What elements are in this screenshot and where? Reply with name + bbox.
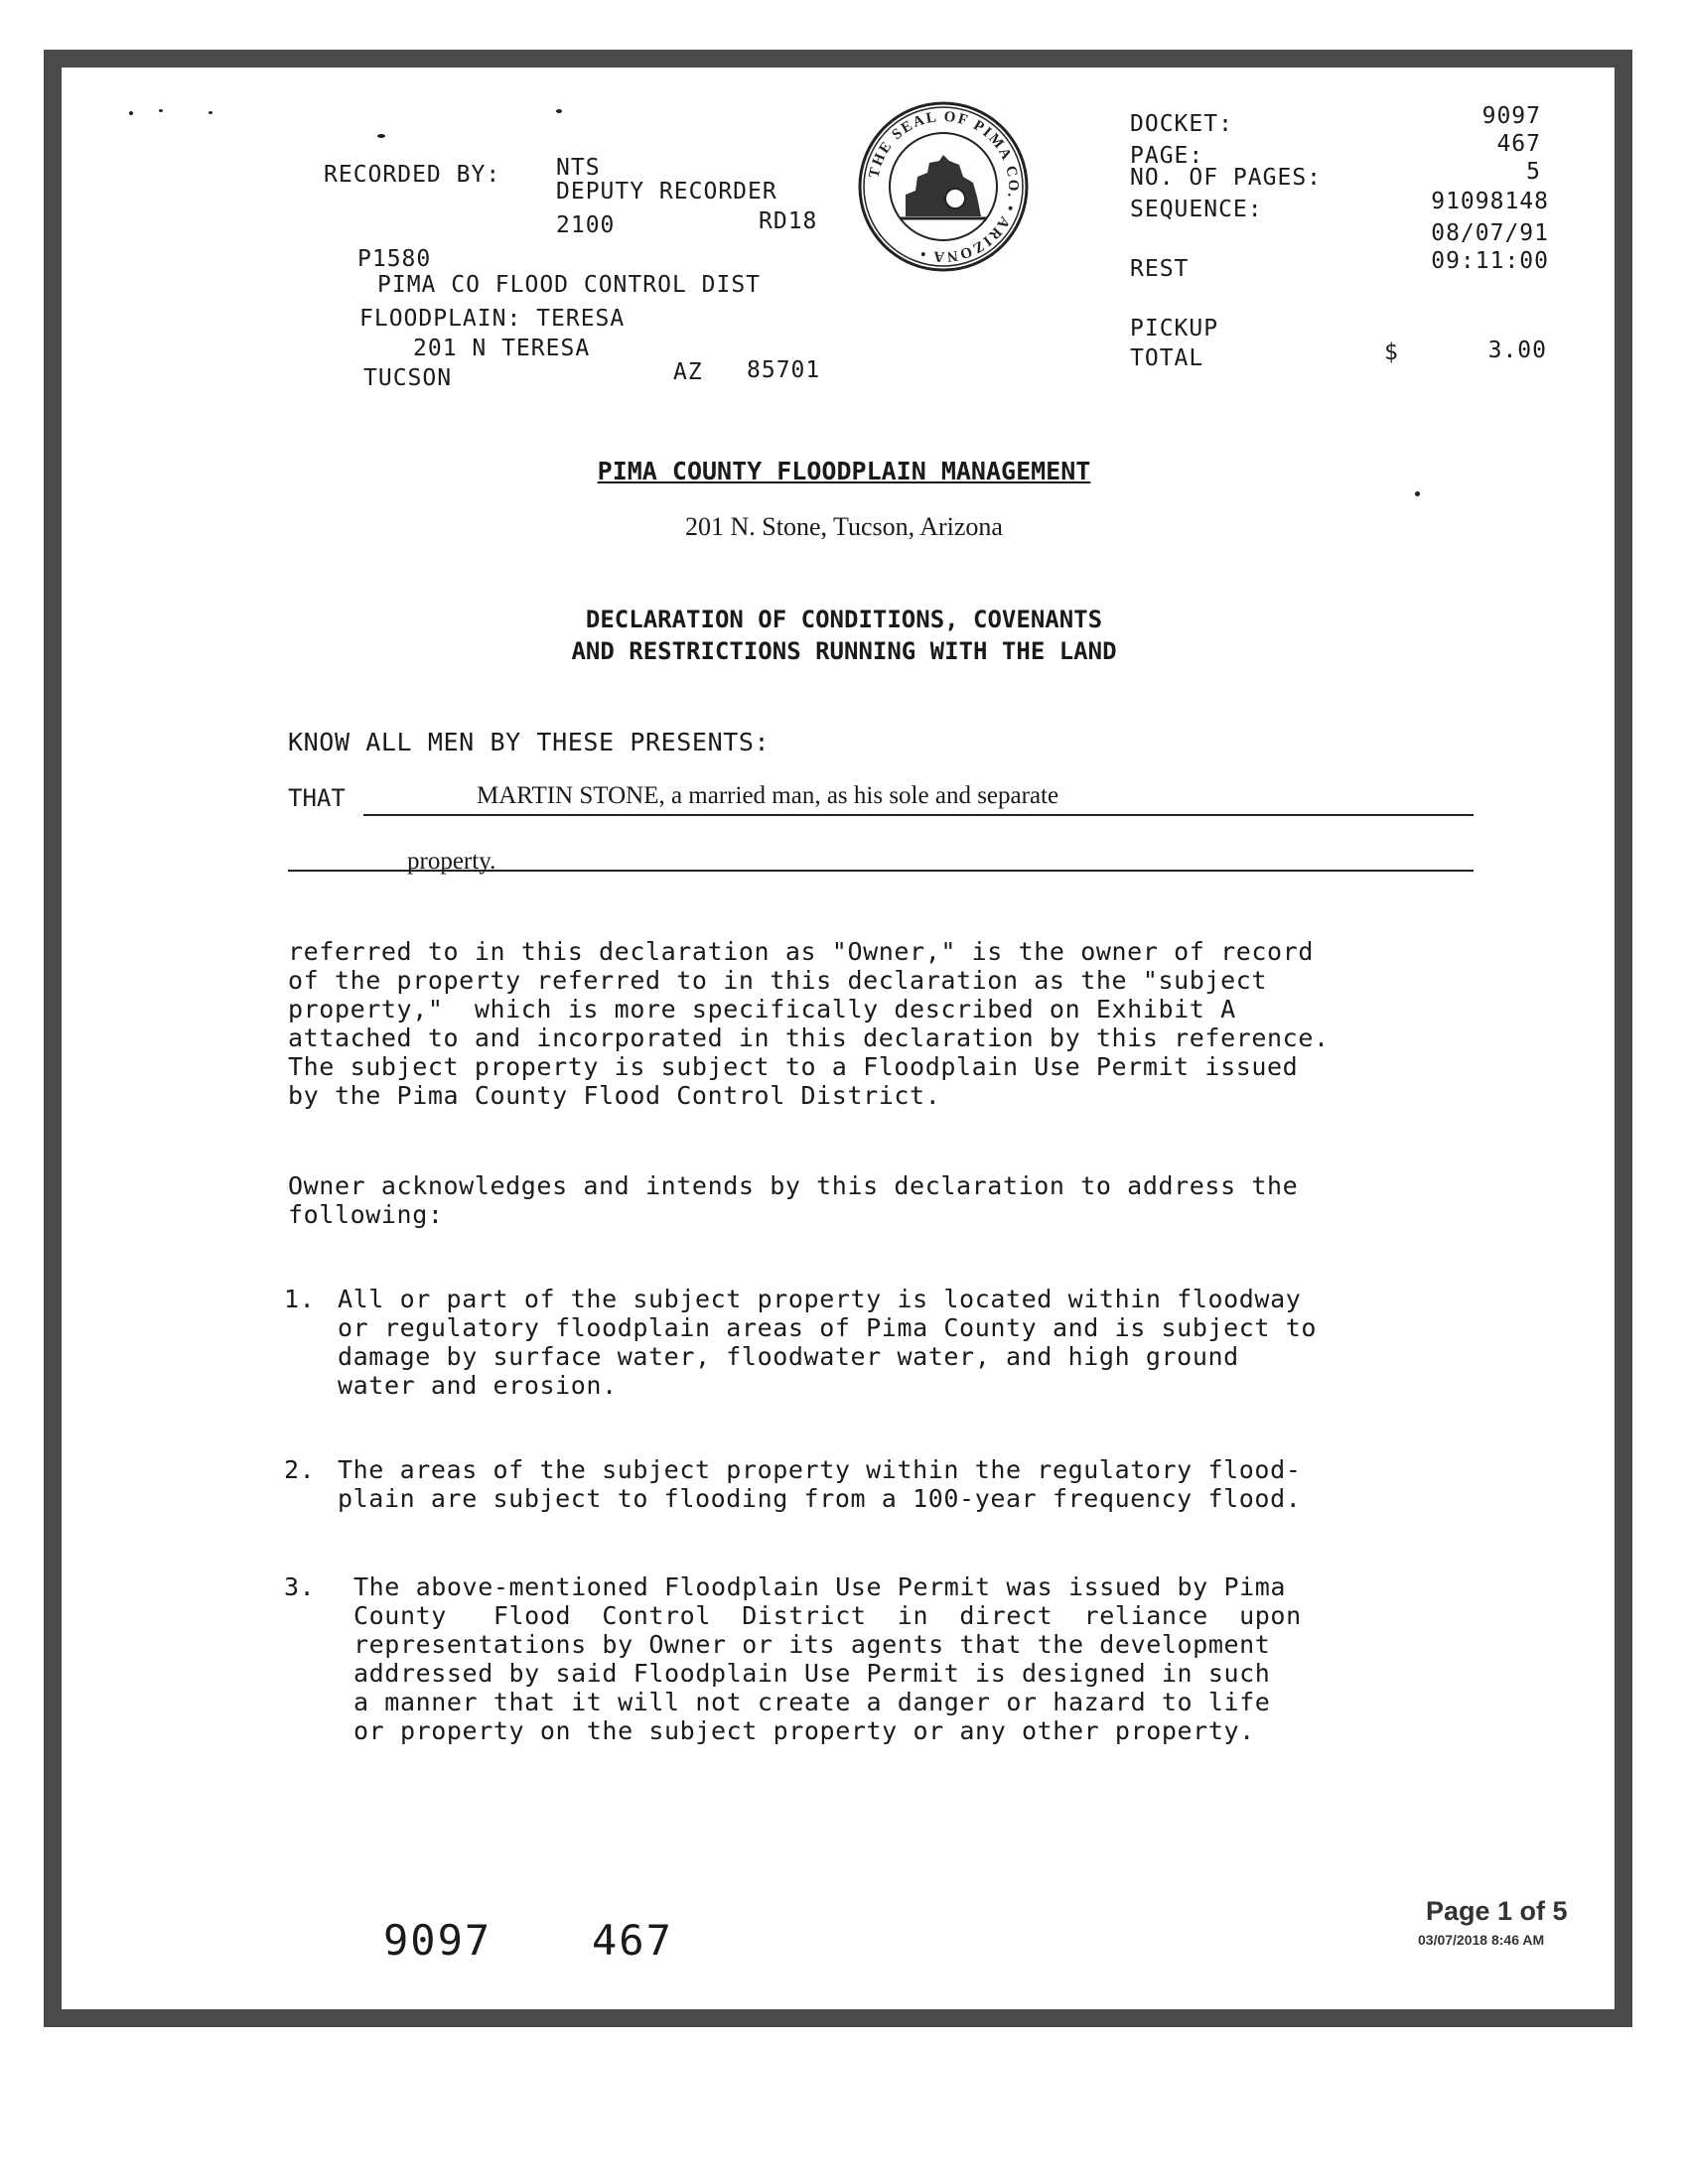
property-text: property. [407,848,496,875]
address-city: TUCSON [363,365,453,391]
address-zip: 85701 [747,357,821,383]
grantor-text: MARTIN STONE, a married man, as his sole and separate [477,782,1059,809]
list-item-text: All or part of the subject property is located within floodway or regulatory floodplain areas of Pima County and is subject to damage by surface water, floodwater water, and high ground water and erosion. [338,1285,1318,1400]
scan-speck [556,109,562,113]
agency-title: PIMA COUNTY FLOODPLAIN MANAGEMENT [597,457,1091,485]
list-item-number: 2. [284,1455,316,1484]
recorded-by-label: RECORDED BY: [324,162,501,188]
total-label: TOTAL [1130,345,1204,371]
reference-code: P1580 [357,246,432,272]
scan-speck [159,109,163,112]
currency-symbol: $ [1384,340,1399,365]
page-indicator: Page 1 of 5 [1426,1896,1568,1926]
declaration-title-line-2: AND RESTRICTIONS RUNNING WITH THE LAND [571,637,1117,665]
address-line-1: PIMA CO FLOOD CONTROL DIST [377,272,762,298]
footer-docket-number: 9097 [383,1916,492,1965]
scan-speck [377,134,385,138]
address-line-3: 201 N TERESA [413,336,591,361]
recorder-code-1: 2100 [556,212,616,238]
total-value: 3.00 [1487,338,1547,363]
list-item-text: The areas of the subject property within the regulatory flood- plain are subject to flooding from a 100-year frequency flood. [338,1455,1302,1513]
address-state: AZ [673,359,703,385]
docket-label: DOCKET: [1130,111,1233,137]
recorded-by-value: NTS [556,155,601,181]
owner-paragraph: referred to in this declaration as "Owner," is the owner of record of the property referred to in this declaration as the "subject property," which is more specifically described on Exhibit A attached to and incorporated in this declaration by this reference. The subject property is subject to a Floodplain Use Permit issued by the Pima County Flood Control District. [288,937,1330,1110]
svg-text:THE SEAL OF PIMA CO. • ARIZONA: THE SEAL OF PIMA CO. • ARIZONA • [866,108,1022,265]
rest-label: REST [1130,256,1190,282]
scan-border-bottom [44,2009,1632,2027]
sequence-label: SEQUENCE: [1130,197,1263,222]
county-seal-icon [856,99,1031,274]
pages-label: NO. OF PAGES: [1130,165,1323,191]
address-line-2: FLOODPLAIN: TERESA [359,306,626,332]
agency-address: 201 N. Stone, Tucson, Arizona [685,512,1003,541]
scan-border-right [1615,50,1632,2027]
that-fill-line [363,814,1474,816]
acknowledges-paragraph: Owner acknowledges and intends by this declaration to address the following: [288,1171,1299,1229]
scan-border-top [44,50,1632,68]
scan-speck [1415,491,1420,496]
list-item-number: 1. [284,1285,316,1313]
that-label: THAT [288,784,346,812]
scan-speck [129,111,133,115]
deputy-recorder: DEPUTY RECORDER [556,179,777,205]
record-time: 09:11:00 [1431,248,1549,274]
list-item-text: The above-mentioned Floodplain Use Permit was issued by Pima County Flood Control District in direct reliance upon representations by Owner or its agents that the development addressed by said Floodplain Use Permit is designed in such a manner that it will not create a danger or hazard to life or property on the subject property or any other property. [353,1572,1302,1745]
record-date: 08/07/91 [1431,220,1549,246]
pickup-label: PICKUP [1130,316,1219,341]
page-label: PAGE: [1130,143,1204,169]
print-timestamp: 03/07/2018 8:46 AM [1418,1932,1545,1948]
footer-page-number: 467 [592,1916,673,1965]
sequence-value: 91098148 [1431,189,1549,214]
page-value: 467 [1496,131,1541,157]
scan-speck [209,111,212,114]
docket-value: 9097 [1481,103,1541,129]
know-all-heading: KNOW ALL MEN BY THESE PRESENTS: [288,728,771,756]
scan-border-left [44,50,62,2027]
declaration-title-line-1: DECLARATION OF CONDITIONS, COVENANTS [585,606,1103,633]
declaration-title [0,604,1688,667]
recorder-code-2: RD18 [759,208,818,234]
list-item-number: 3. [284,1572,316,1601]
pages-value: 5 [1526,159,1541,185]
